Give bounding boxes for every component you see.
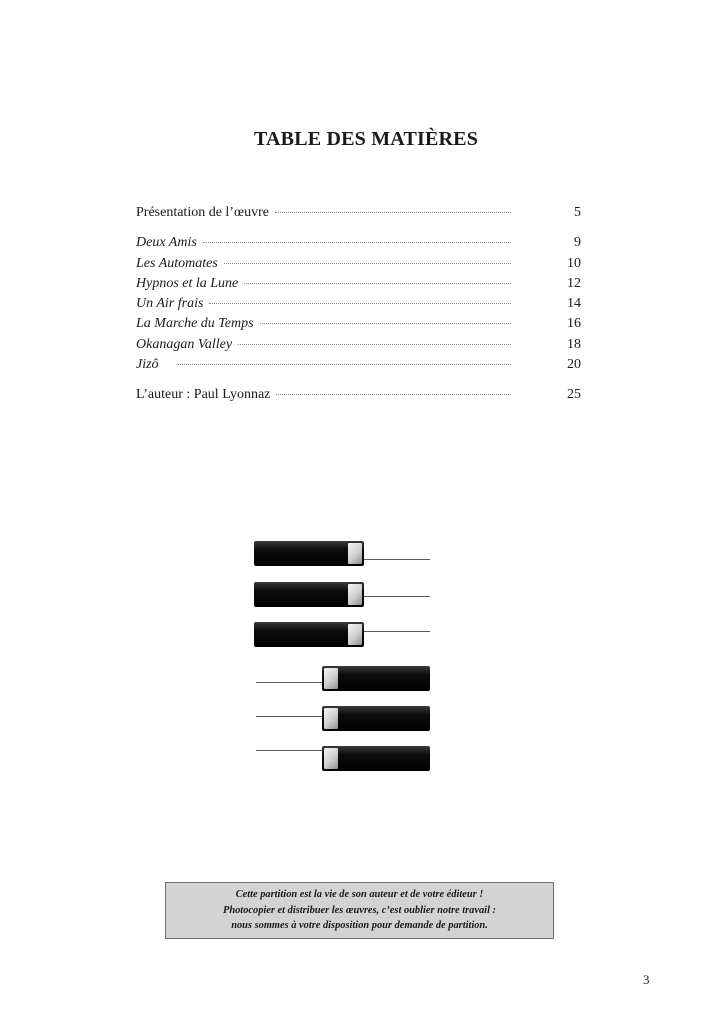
toc-entry-intro[interactable] — [136, 203, 581, 223]
toc-entry-label: Hypnos et la Lune — [136, 275, 239, 291]
toc-entry[interactable] — [136, 314, 581, 334]
toc-entry[interactable] — [136, 274, 581, 294]
dot-leader — [260, 322, 511, 324]
toc-entry[interactable] — [136, 233, 581, 253]
toc-entry-label: Un Air frais — [136, 296, 204, 312]
dot-leader — [238, 343, 511, 345]
toc-entry-page: 16 — [567, 316, 581, 332]
toc-entry-label: Okanagan Valley — [136, 336, 233, 352]
key-wire — [364, 596, 430, 597]
toc-entry-page: 18 — [567, 336, 581, 352]
dot-leader — [276, 393, 511, 395]
piano-key — [254, 582, 364, 607]
toc-entry-label: Les Automates — [136, 255, 218, 271]
toc-entry[interactable] — [136, 335, 581, 355]
piano-key — [322, 706, 430, 731]
key-wire — [364, 631, 430, 632]
dot-leader — [209, 302, 511, 304]
key-wire — [256, 682, 322, 683]
toc-entry[interactable] — [136, 355, 581, 375]
piano-key — [322, 666, 430, 691]
dot-leader — [203, 241, 511, 243]
toc-entry[interactable] — [136, 294, 581, 314]
notice-line: Photocopier et distribuer les œuvres, c’est oublier notre travail : — [222, 904, 497, 916]
toc-entry-page: 5 — [574, 205, 581, 220]
dot-leader — [275, 211, 511, 213]
toc-entry-author[interactable] — [136, 385, 581, 405]
toc-entry-page: 10 — [567, 255, 581, 271]
key-wire — [364, 559, 430, 560]
toc-entry-label: La Marche du Temps — [136, 316, 254, 332]
toc-entry-page: 12 — [567, 275, 581, 291]
toc-entry-page: 9 — [574, 235, 581, 251]
dot-leader — [224, 262, 511, 264]
toc-entry[interactable] — [136, 254, 581, 274]
toc-entry-label: L’auteur : Paul Lyonnaz — [136, 387, 271, 403]
table-of-contents — [136, 203, 581, 406]
key-wire — [256, 750, 322, 751]
piano-key — [254, 541, 364, 566]
dot-leader — [244, 282, 511, 284]
piano-keys-illustration — [250, 530, 440, 780]
key-wire — [256, 716, 322, 717]
copyright-notice — [165, 882, 554, 939]
toc-entry-page: 20 — [567, 357, 581, 373]
notice-line: nous sommes à votre disposition pour demande de partition. — [231, 920, 488, 931]
page-number: 3 — [643, 972, 650, 987]
toc-entry-label: Deux Amis — [136, 235, 197, 251]
piano-key — [254, 622, 364, 647]
toc-entry-label: Jizô — [136, 357, 159, 373]
dot-leader — [177, 363, 511, 365]
piano-key — [322, 746, 430, 771]
toc-entry-page: 14 — [567, 296, 581, 312]
toc-entry-label: Présentation de l’œuvre — [136, 205, 269, 220]
toc-entry-page: 25 — [567, 387, 581, 403]
notice-line: Cette partition est la vie de son auteur et de votre éditeur ! — [235, 889, 484, 900]
page-title: TABLE DES MATIÈRES — [253, 128, 479, 150]
